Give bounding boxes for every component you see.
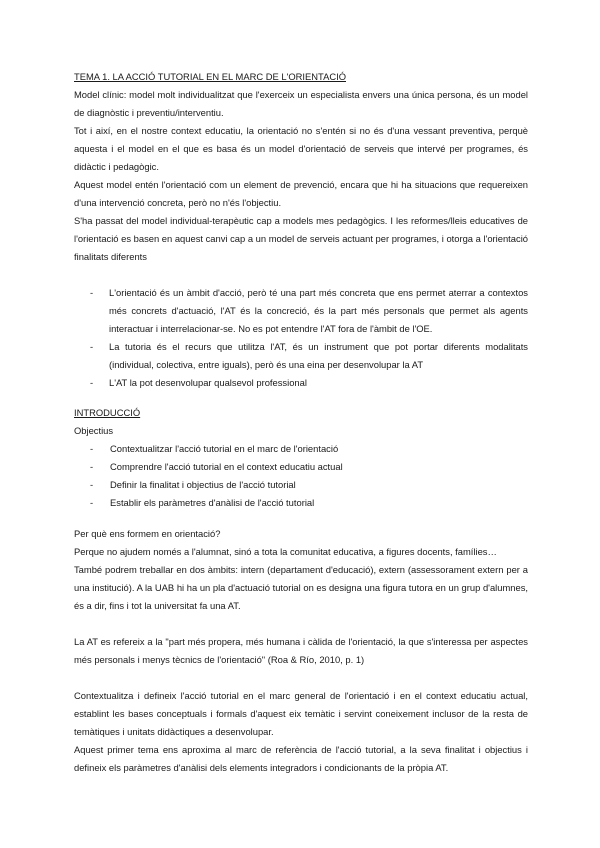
paragraph-contextualize: Contextualitza i defineix l'acció tutorial en el marc general de l'orientació i en el context educatiu actual, establint les bases conceptuals i formals d'aquest eix temàtic i servint coneixement inclusor de la resta de temàtiques i unitats didàctiques a desenvolupar.	[74, 690, 528, 737]
list-item-text: Definir la finalitat i objectius de l'acció tutorial	[110, 479, 296, 490]
paragraph-two-areas: També podrem treballar en dos àmbits: intern (departament d'educació), extern (assessorament extern per a una institució). A la UAB hi ha un pla d'actuació tutorial on es designa una figura tutora en un grup d'alumnes, és a dir, fins i tot la universitat fa una AT.	[74, 564, 528, 611]
paragraph-why-train: Perque no ajudem només a l'alumnat, sinó a tota la comunitat educativa, a figures docents, famílies…	[74, 546, 497, 557]
dash-bullet: -	[90, 479, 94, 490]
list-item	[74, 338, 528, 374]
dash-bullet: -	[90, 341, 94, 352]
page-title: TEMA 1. LA ACCIÓ TUTORIAL EN EL MARC DE L'ORIENTACIÓ	[74, 71, 346, 82]
list-item-text: Contextualitzar l'acció tutorial en el marc de l'orientació	[110, 443, 339, 454]
paragraph-reforms: S'ha passat del model individual-terapèutic cap a models mes pedagògics. I les reformes/lleis educatives de l'orientació es basen en aquest canvi cap a un model de serveis actuant per programes, i otorga a l'orientació finalitats diferents	[74, 215, 528, 262]
list-item-text: L'AT la pot desenvolupar qualsevol professional	[109, 377, 307, 388]
paragraph-first-theme: Aquest primer tema ens aproxima al marc de referència de l'acció tutorial, a la seva finalitat i objectius i defineix els paràmetres d'anàlisi dels elements integradors i condicionants de la pròpia AT.	[74, 744, 528, 773]
dash-bullet: -	[90, 443, 94, 454]
objectives-label: Objectius	[74, 425, 114, 436]
list-item-text: L'orientació és un àmbit d'acció, però té una part més concreta que ens permet aterrar a contextos més concrets d'actuació, l'AT és la concreció, és la part més personals que permet als agents interactuar i interrelacionar-se. No es pot entendre l'AT fora de l'àmbit de l'OE.	[109, 287, 528, 334]
dash-bullet: -	[90, 377, 94, 388]
question-heading: Per què ens formem en orientació?	[74, 528, 221, 539]
list-item-text: Comprendre l'acció tutorial en el context educatiu actual	[110, 461, 343, 472]
document-body	[74, 68, 528, 777]
list-item	[74, 494, 528, 512]
bullet-list-orientation	[74, 284, 528, 392]
objectives-list	[74, 440, 528, 512]
dash-bullet: -	[90, 497, 94, 508]
paragraph-prevention: Aquest model entén l'orientació com un element de prevenció, encara que hi ha situacions que requereixen d'una intervenció concreta, però no n'és l'objectiu.	[74, 179, 528, 208]
list-item-text: La tutoria és el recurs que utilitza l'AT, és un instrument que pot portar diferents modalitats (individual, colectiva, entre iguals), però és una eina per desenvolupar la AT	[109, 341, 528, 370]
list-item	[74, 440, 528, 458]
list-item	[74, 284, 528, 338]
list-item	[74, 458, 528, 476]
list-item-text: Establir els paràmetres d'anàlisi de l'acció tutorial	[110, 497, 315, 508]
dash-bullet: -	[90, 461, 94, 472]
list-item	[74, 476, 528, 494]
paragraph-context: Tot i així, en el nostre context educatiu, la orientació no s'entén si no és d'una vessant preventiva, perquè aquesta i el model en el que es basa és un model d'orientació de serveis que intervé per programes, és didàctic i pedagògic.	[74, 125, 528, 172]
dash-bullet: -	[90, 287, 94, 298]
paragraph-model-clinic: Model clínic: model molt individualitzat que l'exerceix un especialista envers una única persona, és un model de diagnòstic i preventiu/interventiu.	[74, 89, 528, 118]
section-heading-introduction: INTRODUCCIÓ	[74, 407, 141, 418]
paragraph-quote: La AT es refereix a la "part més propera, més humana i càlida de l'orientació, la que s'interessa per aspectes més personals i menys tècnics de l'orientació" (Roa & Río, 2010, p. 1)	[74, 636, 528, 665]
list-item	[74, 374, 528, 392]
